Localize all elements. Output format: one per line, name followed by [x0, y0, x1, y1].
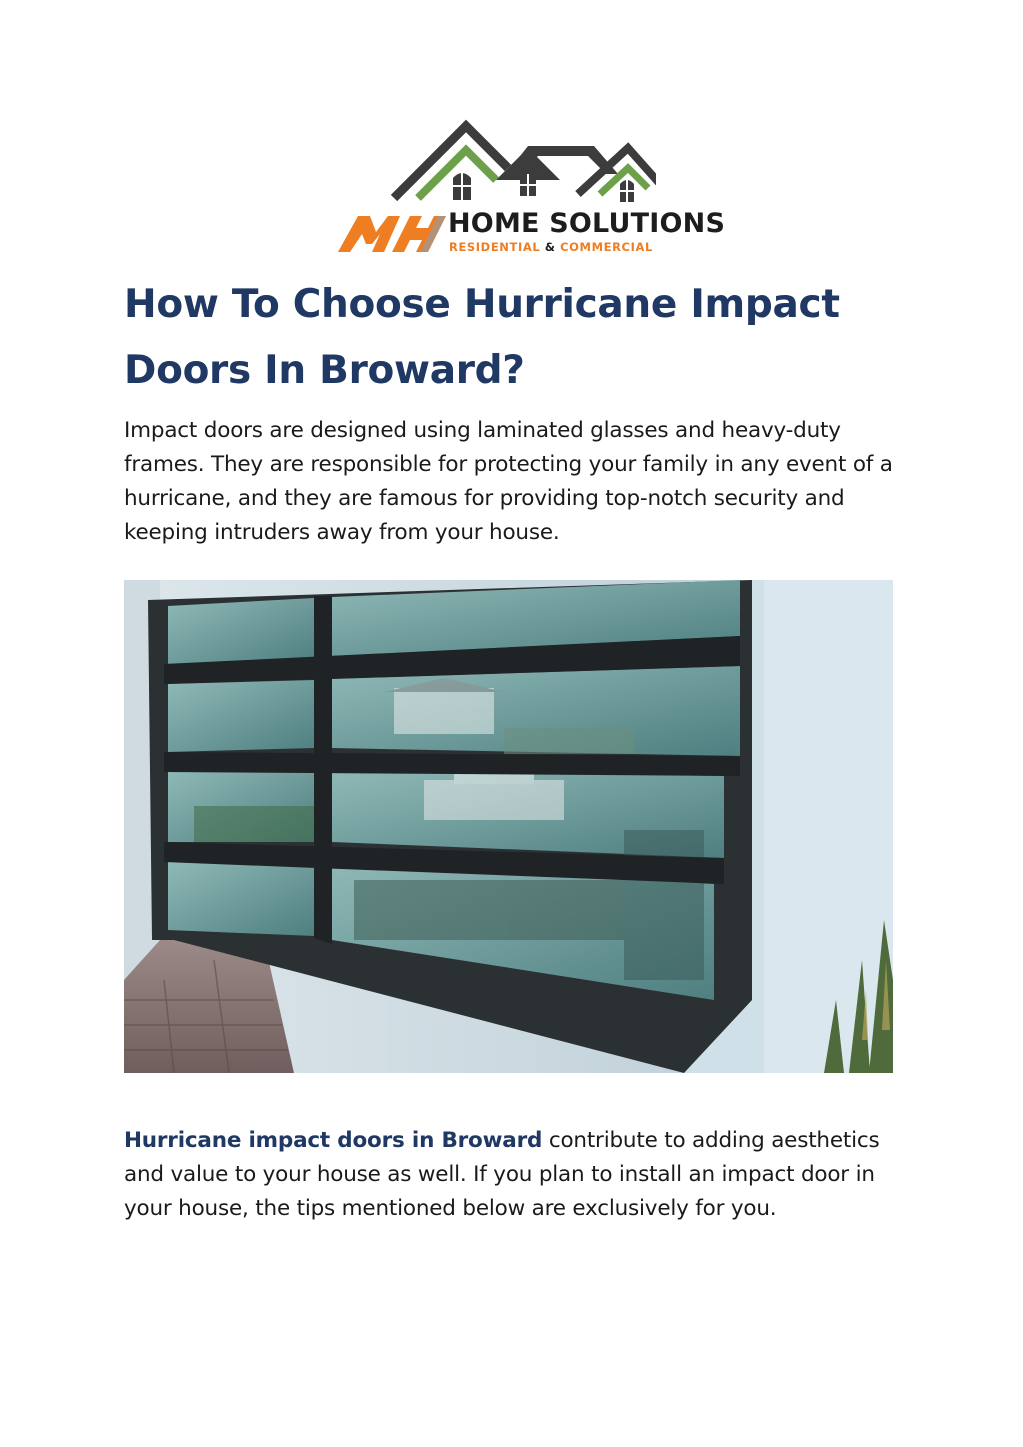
house-roofs-icon: [356, 118, 656, 218]
logo-tagline-commercial: COMMERCIAL: [560, 240, 653, 254]
logo-tagline: [449, 240, 653, 254]
logo-tagline-residential: RESIDENTIAL: [449, 240, 541, 254]
intro-paragraph: Impact doors are designed using laminated glasses and heavy-duty frames. They are responsible for protecting your family in any event of a hurricane, and they are famous for providing top-notch security and keeping intruders away from your house.: [124, 418, 893, 545]
garage-door-photo: [124, 580, 893, 1073]
hurricane-doors-link[interactable]: Hurricane impact doors in Broward: [124, 1128, 543, 1153]
logo-company-name: HOME SOLUTIONS: [448, 208, 726, 239]
mh-monogram-icon: [336, 210, 446, 254]
page-title: How To Choose Hurricane Impact Doors In Broward?: [124, 282, 840, 393]
logo-tagline-amp: &: [544, 240, 556, 254]
body-paragraph-text: contribute to adding aesthetics and value to your house as well. If you plan to install an impact door in your house, the tips mentioned below are exclusively for you.: [124, 1128, 880, 1221]
company-logo: [336, 118, 726, 258]
body-paragraph: [124, 1124, 904, 1226]
